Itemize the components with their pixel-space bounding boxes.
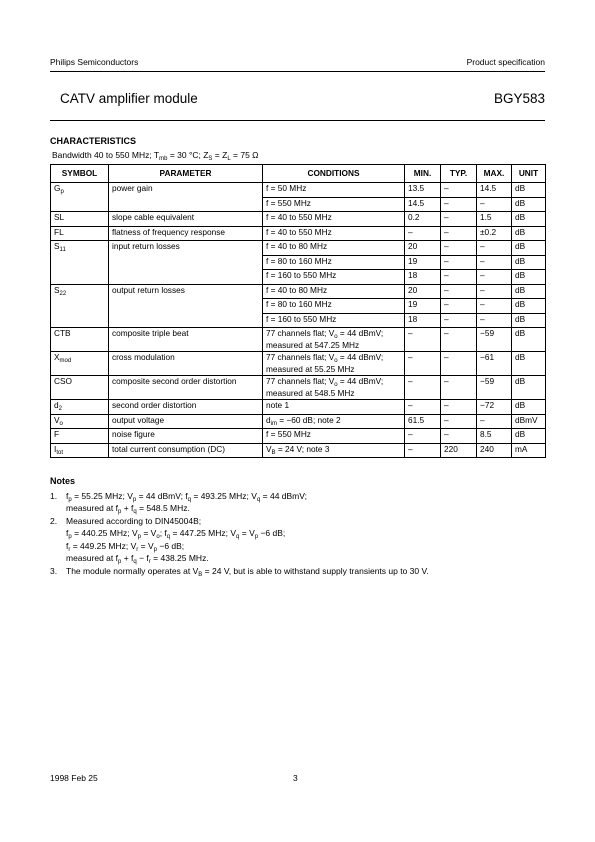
cell-conditions: 77 channels flat; $V_o = 44$ dBmV; measured at 548.5 MHz	[263, 376, 405, 400]
cell-unit: dB	[512, 376, 546, 400]
cell-typ: –	[441, 255, 477, 270]
cell-symbol: $X_{mod}$	[51, 352, 109, 376]
cell-unit: dB	[512, 284, 546, 299]
cell-unit: dB	[512, 352, 546, 376]
cell-conditions: f = 160 to 550 MHz	[263, 270, 405, 285]
note-text: The module normally operates at $V_B = 24$ V, but is able to withstand supply transients up to 30 V.	[66, 565, 429, 578]
cell-conditions: f = 40 to 80 MHz	[263, 241, 405, 256]
cell-min: 18	[405, 313, 441, 328]
cell-symbol: SL	[51, 212, 109, 227]
cell-typ: –	[441, 313, 477, 328]
table-header-row	[51, 165, 546, 183]
cell-conditions: 77 channels flat; $V_o = 44$ dBmV; measured at 547.25 MHz	[263, 328, 405, 352]
table-row	[51, 400, 546, 415]
section-title: CHARACTERISTICS	[50, 136, 137, 146]
cell-min: 19	[405, 255, 441, 270]
cell-unit: dB	[512, 429, 546, 444]
cell-symbol: CSO	[51, 376, 109, 400]
note-text: measured at $f_p + f_q = 548.5$ MHz.	[66, 503, 190, 516]
col-header-symbol: SYMBOL	[51, 165, 109, 183]
cell-symbol: $G_p$	[51, 183, 109, 212]
characteristics-table	[50, 164, 546, 458]
cell-symbol: $I_{tot}$	[51, 443, 109, 458]
section-conditions: Bandwidth 40 to 550 MHz; $T_{mb} = 30$ °C; $Z_S = Z_L = 75$ Ω	[52, 150, 259, 162]
cell-min: –	[405, 328, 441, 352]
cell-symbol: FL	[51, 226, 109, 241]
cell-unit: mA	[512, 443, 546, 458]
cell-max: ±0.2	[477, 226, 512, 241]
note-text: Measured according to DIN45004B;	[66, 516, 202, 527]
cell-min: 14.5	[405, 197, 441, 212]
cell-max: −72	[477, 400, 512, 415]
cell-conditions: f = 40 to 550 MHz	[263, 226, 405, 241]
cell-symbol: $d_2$	[51, 400, 109, 415]
cell-conditions: f = 160 to 550 MHz	[263, 313, 405, 328]
cell-parameter: cross modulation	[109, 352, 263, 376]
cell-unit: dB	[512, 226, 546, 241]
cell-max: −59	[477, 328, 512, 352]
note-text: $f_p = 55.25$ MHz; $V_p = 44$ dBmV; $f_q = 493.25$ MHz; $V_q = 44$ dBmV;	[66, 491, 307, 503]
cell-min: 20	[405, 284, 441, 299]
cell-symbol: $S_{11}$	[51, 241, 109, 285]
cell-min: –	[405, 376, 441, 400]
note-text: $f_r = 449.25$ MHz; $V_r = V_p -6$ dB;	[66, 540, 185, 553]
cell-symbol: $S_{22}$	[51, 284, 109, 328]
cell-parameter: input return losses	[109, 241, 263, 285]
cell-symbol: F	[51, 429, 109, 444]
cell-conditions: f = 80 to 160 MHz	[263, 299, 405, 314]
title-rule	[50, 120, 545, 121]
note-item	[50, 565, 545, 577]
cell-min: –	[405, 429, 441, 444]
col-header-unit: UNIT	[512, 165, 546, 183]
footer-date: 1998 Feb 25	[50, 773, 98, 783]
cell-unit: dBmV	[512, 414, 546, 429]
table-row	[51, 328, 546, 352]
cell-unit: dB	[512, 328, 546, 352]
note-text: measured at $f_p + f_q - f_r = 438.25$ MHz.	[66, 552, 209, 565]
cell-typ: –	[441, 212, 477, 227]
cell-typ: –	[441, 328, 477, 352]
cell-typ: –	[441, 197, 477, 212]
cell-unit: dB	[512, 241, 546, 256]
cell-typ: –	[441, 299, 477, 314]
table-row	[51, 212, 546, 227]
col-header-conditions: CONDITIONS	[263, 165, 405, 183]
cell-parameter: slope cable equivalent	[109, 212, 263, 227]
cell-typ: –	[441, 414, 477, 429]
note-number: 1.	[50, 491, 58, 501]
cell-conditions: $d_{im} = -60$ dB; note 2	[263, 414, 405, 429]
cell-min: 20	[405, 241, 441, 256]
cell-unit: dB	[512, 183, 546, 198]
cell-max: −59	[477, 376, 512, 400]
cell-unit: dB	[512, 212, 546, 227]
table-row	[51, 241, 546, 256]
cell-typ: –	[441, 429, 477, 444]
cell-parameter: power gain	[109, 183, 263, 212]
note-item	[50, 515, 545, 564]
cell-min: –	[405, 443, 441, 458]
page-number: 3	[293, 773, 298, 783]
cell-symbol: CTB	[51, 328, 109, 352]
cell-max: –	[477, 270, 512, 285]
cell-typ: 220	[441, 443, 477, 458]
table-row	[51, 352, 546, 376]
cell-conditions: f = 80 to 160 MHz	[263, 255, 405, 270]
notes-title: Notes	[50, 476, 76, 486]
cell-max: –	[477, 299, 512, 314]
cell-max: 240	[477, 443, 512, 458]
cell-unit: dB	[512, 255, 546, 270]
cell-typ: –	[441, 183, 477, 198]
cell-max: –	[477, 414, 512, 429]
cell-max: 8.5	[477, 429, 512, 444]
cell-typ: –	[441, 376, 477, 400]
page-title: CATV amplifier module	[60, 91, 198, 106]
cell-min: –	[405, 226, 441, 241]
cell-parameter: noise figure	[109, 429, 263, 444]
cell-typ: –	[441, 352, 477, 376]
cell-max: –	[477, 197, 512, 212]
table-body	[51, 183, 546, 458]
cell-max: –	[477, 284, 512, 299]
cell-unit: dB	[512, 270, 546, 285]
header-rule	[50, 71, 545, 72]
table-row	[51, 183, 546, 198]
col-header-typ: TYP.	[441, 165, 477, 183]
table-row	[51, 414, 546, 429]
cell-max: 14.5	[477, 183, 512, 198]
cell-conditions: f = 50 MHz	[263, 183, 405, 198]
note-text: $f_p = 440.25$ MHz; $V_p = V_o$; $f_q = 447.25$ MHz; $V_q = V_p -6$ dB;	[66, 528, 286, 541]
company-name: Philips Semiconductors	[50, 57, 139, 67]
cell-max: –	[477, 241, 512, 256]
table-row	[51, 284, 546, 299]
cell-parameter: composite second order distortion	[109, 376, 263, 400]
col-header-max: MAX.	[477, 165, 512, 183]
cell-typ: –	[441, 284, 477, 299]
cell-conditions: note 1	[263, 400, 405, 415]
cell-parameter: composite triple beat	[109, 328, 263, 352]
note-number: 3.	[50, 565, 58, 576]
cell-parameter: output voltage	[109, 414, 263, 429]
cell-conditions: 77 channels flat; $V_o = 44$ dBmV; measured at 55.25 MHz	[263, 352, 405, 376]
cell-min: –	[405, 400, 441, 415]
cell-parameter: total current consumption (DC)	[109, 443, 263, 458]
cell-conditions: f = 550 MHz	[263, 429, 405, 444]
table-row	[51, 443, 546, 458]
cell-typ: –	[441, 241, 477, 256]
cell-typ: –	[441, 270, 477, 285]
cell-typ: –	[441, 226, 477, 241]
col-header-min: MIN.	[405, 165, 441, 183]
table-row	[51, 376, 546, 400]
note-item	[50, 490, 545, 515]
cell-conditions: f = 550 MHz	[263, 197, 405, 212]
cell-conditions: f = 40 to 550 MHz	[263, 212, 405, 227]
document-type: Product specification	[466, 57, 545, 67]
notes-list	[50, 490, 545, 590]
cell-min: 0.2	[405, 212, 441, 227]
part-number: BGY583	[493, 91, 545, 106]
cell-parameter: output return losses	[109, 284, 263, 328]
cell-symbol: $V_o$	[51, 414, 109, 429]
cell-parameter: second order distortion	[109, 400, 263, 415]
cell-parameter: flatness of frequency response	[109, 226, 263, 241]
cell-min: 13.5	[405, 183, 441, 198]
cell-unit: dB	[512, 299, 546, 314]
cell-min: 19	[405, 299, 441, 314]
note-number: 2.	[50, 516, 58, 527]
cell-unit: dB	[512, 313, 546, 328]
table-row	[51, 226, 546, 241]
cell-min: 18	[405, 270, 441, 285]
col-header-parameter: PARAMETER	[109, 165, 263, 183]
cell-max: −61	[477, 352, 512, 376]
cell-max: –	[477, 313, 512, 328]
cell-typ: –	[441, 400, 477, 415]
table-row	[51, 429, 546, 444]
cell-conditions: $V_B = 24$ V; note 3	[263, 443, 405, 458]
cell-max: –	[477, 255, 512, 270]
cell-unit: dB	[512, 400, 546, 415]
cell-min: 61.5	[405, 414, 441, 429]
cell-max: 1.5	[477, 212, 512, 227]
cell-conditions: f = 40 to 80 MHz	[263, 284, 405, 299]
cell-unit: dB	[512, 197, 546, 212]
cell-min: –	[405, 352, 441, 376]
